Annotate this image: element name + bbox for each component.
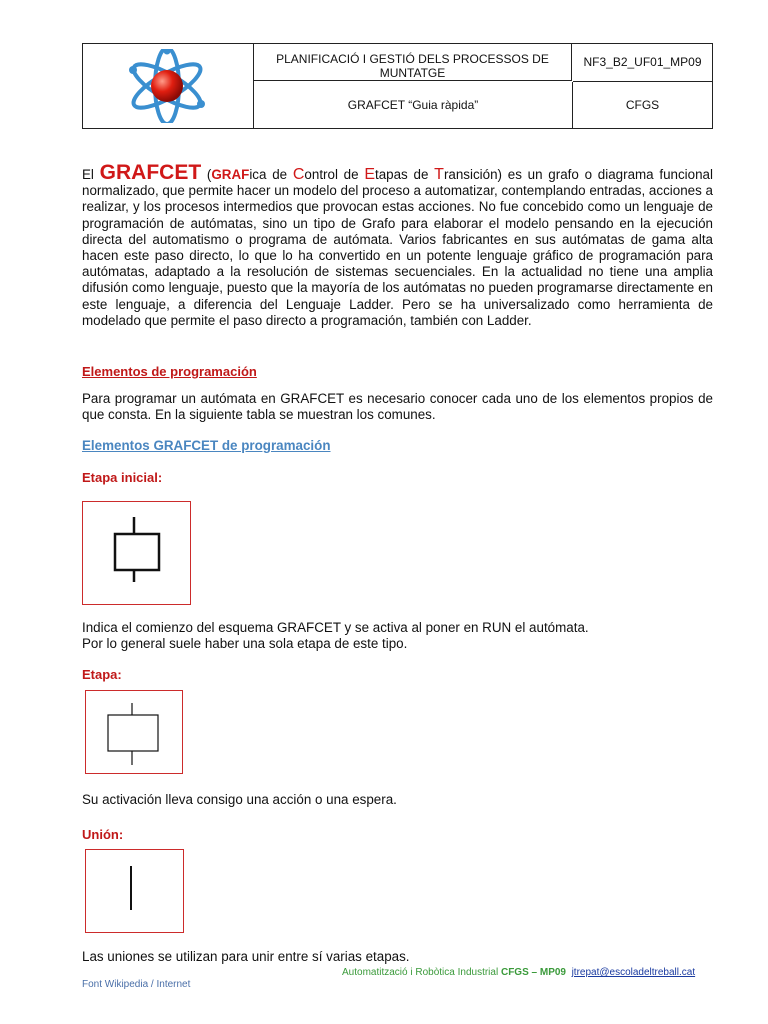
etapa-symbol — [85, 690, 183, 774]
heading-union: Unión: — [82, 827, 124, 842]
heading-etapa-inicial: Etapa inicial: — [82, 470, 163, 485]
union-text: Las uniones se utilizan para unir entre sí varias etapas. — [82, 949, 410, 964]
footer-school: Automatització i Robòtica Industrial CFGS – MP09 jtrepat@escoladeltreball.cat — [342, 967, 696, 978]
header-table — [82, 43, 713, 129]
heading-elementos: Elementos de programación — [82, 364, 257, 379]
elementos-paragraph: Para programar un autómata en GRAFCET es necesario conocer cada uno de los elementos propios de que consta. En la siguiente tabla se muestran los comunes. — [82, 391, 713, 423]
module-code: NF3_B2_UF01_MP09 — [573, 44, 712, 82]
etapa-text: Su activación lleva consigo una acción o una espera. — [82, 792, 397, 807]
grafcet-word: GRAFCET — [99, 161, 202, 184]
etapa-inicial-symbol — [82, 501, 191, 605]
footer-course: CFGS – MP09 — [500, 967, 566, 978]
heading-tabla: Elementos GRAFCET de programación — [82, 438, 331, 453]
document-title: PLANIFICACIÓ I GESTIÓ DELS PROCESSOS DE MUNTATGE — [254, 44, 572, 81]
course-level: CFGS — [625, 98, 660, 112]
atom-logo-icon — [125, 49, 209, 123]
footer-source: Font Wikipedia / Internet — [82, 979, 191, 990]
footer-email-link[interactable]: jtrepat@escoladeltreball.cat — [571, 967, 696, 978]
document-subtitle: GRAFCET “Guia ràpida” — [254, 82, 573, 128]
logo-cell — [83, 44, 254, 128]
etapa-inicial-text-1: Indica el comienzo del esquema GRAFCET y se activa al poner en RUN el autómata. — [82, 620, 589, 635]
heading-etapa: Etapa: — [82, 667, 122, 682]
etapa-inicial-text-2: Por lo general suele haber una sola etapa de este tipo. — [82, 636, 408, 651]
union-symbol — [85, 849, 184, 933]
intro-paragraph: El GRAFCET (GRAFica de Control de Etapas de Transición) es un grafo o diagrama funcional normalizado, que permite hacer un modelo del proceso a automatizar, contemplando entradas, acciones a realizar, y los procesos intermedios que provocan estas acciones. No fue concebido como un lenguaje de programación de autómatas, sino un tipo de Grafo para elaborar el modelo pensando en la ejecución directa del automatismo o programa de autómata. Varios fabricantes en sus autómatas de gama alta hacen este paso directo, lo que lo ha convertido en un potente lenguaje gráfico de programación para autómatas, adaptado a la resolución de sistemas secuenciales. En la actualidad no tiene una amplia difusión como lenguaje, puesto que la mayoría de los autómatas no pueden programarse directamente en este lenguaje, a diferencia del Lenguaje Ladder. Pero se ha universalizado como herramienta de modelado que permite el paso directo a programación, también con Ladder. — [82, 161, 713, 328]
